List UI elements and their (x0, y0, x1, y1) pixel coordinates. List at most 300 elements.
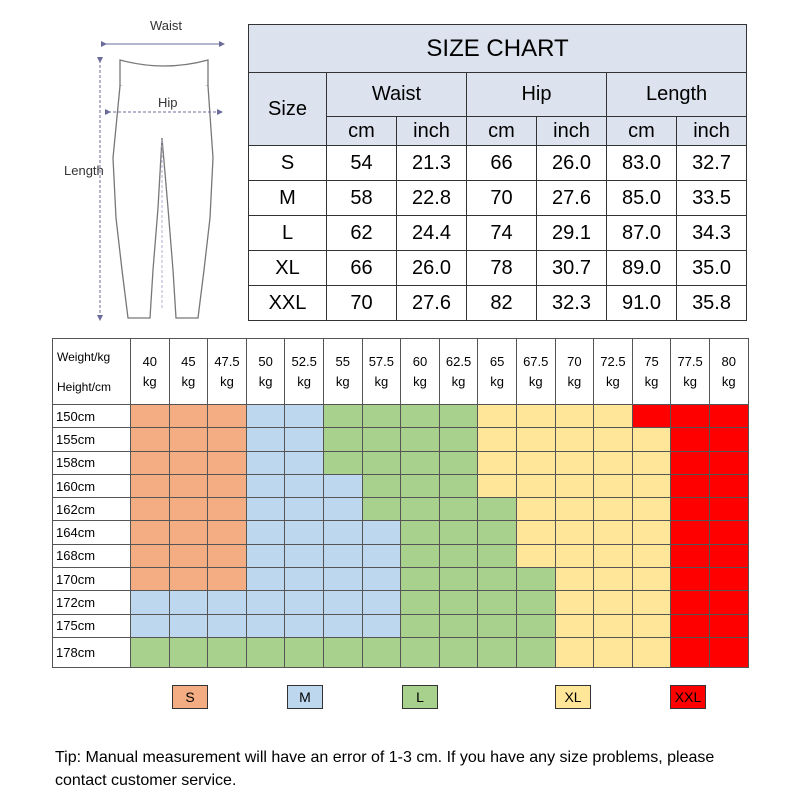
measurement-cell: 33.5 (677, 181, 747, 216)
weight-unit: kg (528, 373, 543, 389)
size-cell-l (401, 568, 440, 591)
size-label: S (249, 146, 327, 181)
size-cell-s (131, 544, 170, 567)
weight-unit: kg (297, 373, 312, 389)
measurement-cell: 87.0 (607, 216, 677, 251)
measurement-cell: 83.0 (607, 146, 677, 181)
size-cell-xl (632, 474, 671, 497)
size-cell-xxl (709, 637, 748, 667)
size-cell-xl (555, 405, 594, 428)
weight-value: 45 (181, 353, 196, 369)
size-cell-xl (516, 498, 555, 521)
weight-header (516, 339, 555, 405)
size-cell-xxl (671, 521, 710, 544)
weight-value: 65 (489, 353, 505, 369)
size-cell-xxl (709, 451, 748, 474)
height-label: 164cm (53, 521, 131, 544)
length-label: Length (64, 163, 104, 178)
size-cell-m (285, 591, 324, 614)
size-cell-l (401, 498, 440, 521)
measurement-cell: 22.8 (397, 181, 467, 216)
table-row (249, 216, 747, 251)
size-cell-xl (594, 591, 633, 614)
grid-corner (53, 339, 131, 405)
size-cell-xl (478, 428, 517, 451)
weight-header (208, 339, 247, 405)
size-cell-xl (555, 614, 594, 637)
weight-unit: kg (258, 373, 273, 389)
measurement-cell: 58 (327, 181, 397, 216)
height-label: 162cm (53, 498, 131, 521)
weight-unit: kg (721, 373, 736, 389)
size-cell-s (208, 451, 247, 474)
size-cell-s (169, 498, 208, 521)
size-cell-xl (594, 428, 633, 451)
size-cell-xxl (671, 591, 710, 614)
size-cell-xxl (632, 405, 671, 428)
size-cell-m (362, 568, 401, 591)
weight-unit: kg (181, 373, 196, 389)
size-cell-l (362, 428, 401, 451)
weight-header (169, 339, 208, 405)
size-cell-xxl (671, 405, 710, 428)
measurement-cell: 34.3 (677, 216, 747, 251)
weight-value: 40 (142, 353, 158, 369)
weight-value: 67.5 (523, 353, 549, 369)
table-row (53, 544, 749, 567)
size-cell-s (169, 521, 208, 544)
size-cell-l (401, 428, 440, 451)
height-label: 175cm (53, 614, 131, 637)
legend-s: S (172, 685, 208, 709)
table-row (53, 614, 749, 637)
size-cell-xl (632, 428, 671, 451)
size-cell-m (246, 521, 285, 544)
size-cell-m (246, 568, 285, 591)
table-row (249, 146, 747, 181)
size-cell-m (285, 498, 324, 521)
size-cell-xl (555, 544, 594, 567)
measurement-cell: 24.4 (397, 216, 467, 251)
size-cell-m (362, 614, 401, 637)
size-cell-xl (632, 568, 671, 591)
table-row (53, 498, 749, 521)
weight-value: 72.5 (600, 353, 626, 369)
weight-unit: kg (644, 373, 659, 389)
weight-header (401, 339, 440, 405)
size-cell-l (401, 637, 440, 667)
size-cell-l (516, 568, 555, 591)
size-cell-s (208, 428, 247, 451)
size-cell-m (285, 428, 324, 451)
weight-value: 55 (335, 353, 350, 369)
size-cell-l (401, 451, 440, 474)
size-cell-l (401, 521, 440, 544)
size-cell-l (323, 637, 362, 667)
waist-label: Waist (150, 18, 183, 33)
size-cell-l (362, 474, 401, 497)
weight-header (632, 339, 671, 405)
size-chart-title: SIZE CHART (249, 25, 747, 73)
measurement-cell: 32.7 (677, 146, 747, 181)
size-cell-m (208, 591, 247, 614)
weight-header (439, 339, 478, 405)
size-cell-xl (555, 521, 594, 544)
size-cell-xxl (709, 521, 748, 544)
table-row (53, 405, 749, 428)
measurement-cell: 26.0 (397, 251, 467, 286)
size-cell-xl (555, 498, 594, 521)
size-cell-m (246, 544, 285, 567)
size-cell-l (478, 521, 517, 544)
size-cell-l (478, 544, 517, 567)
weight-unit: kg (142, 373, 157, 389)
size-label: M (249, 181, 327, 216)
measurement-cell: 85.0 (607, 181, 677, 216)
size-cell-l (439, 614, 478, 637)
table-row (249, 286, 747, 321)
size-cell-l (131, 637, 170, 667)
size-cell-xl (555, 568, 594, 591)
size-cell-xxl (671, 451, 710, 474)
measurement-cell: 66 (327, 251, 397, 286)
size-cell-xl (632, 498, 671, 521)
size-cell-l (323, 405, 362, 428)
size-cell-s (208, 474, 247, 497)
size-cell-xl (516, 428, 555, 451)
size-cell-s (169, 568, 208, 591)
size-cell-s (169, 474, 208, 497)
size-cell-xl (555, 451, 594, 474)
measurement-cell: 29.1 (537, 216, 607, 251)
size-cell-m (169, 614, 208, 637)
size-cell-xl (594, 521, 633, 544)
measurement-cell: 82 (467, 286, 537, 321)
legend-xxl: XXL (670, 685, 706, 709)
size-cell-l (516, 637, 555, 667)
size-cell-m (285, 568, 324, 591)
size-cell-l (401, 474, 440, 497)
size-cell-m (323, 498, 362, 521)
hip-label: Hip (158, 95, 178, 110)
table-row (53, 591, 749, 614)
size-cell-xxl (671, 568, 710, 591)
measurement-cell: 70 (467, 181, 537, 216)
size-cell-m (246, 591, 285, 614)
size-cell-s (208, 568, 247, 591)
weight-height-grid (52, 338, 749, 668)
size-cell-s (169, 428, 208, 451)
height-label: 155cm (53, 428, 131, 451)
unit-header: cm (607, 117, 677, 146)
size-column-header: Size (249, 73, 327, 146)
size-cell-xl (555, 591, 594, 614)
size-cell-xl (516, 474, 555, 497)
table-row (53, 451, 749, 474)
size-cell-l (478, 591, 517, 614)
size-cell-s (131, 451, 170, 474)
weight-unit: kg (683, 373, 697, 389)
size-cell-l (439, 544, 478, 567)
size-cell-m (362, 591, 401, 614)
size-cell-xl (594, 568, 633, 591)
size-cell-xl (594, 451, 633, 474)
size-cell-xl (516, 451, 555, 474)
unit-header: inch (397, 117, 467, 146)
table-row (53, 568, 749, 591)
weight-header (362, 339, 401, 405)
weight-unit: kg (413, 373, 427, 389)
size-cell-xxl (709, 544, 748, 567)
height-label: 170cm (53, 568, 131, 591)
weight-value: 75 (644, 353, 659, 369)
measurement-cell: 30.7 (537, 251, 607, 286)
size-cell-m (285, 521, 324, 544)
size-cell-s (169, 405, 208, 428)
measurement-cell: 74 (467, 216, 537, 251)
measurement-cell: 78 (467, 251, 537, 286)
height-axis-label: Height/cm (57, 379, 112, 394)
size-cell-m (246, 428, 285, 451)
weight-header (131, 339, 170, 405)
weight-header (323, 339, 362, 405)
weight-value: 80 (721, 353, 736, 369)
unit-header: inch (537, 117, 607, 146)
measurement-cell: 35.0 (677, 251, 747, 286)
legend-xl: XL (555, 685, 591, 709)
measurement-cell: 91.0 (607, 286, 677, 321)
weight-unit: kg (567, 373, 582, 389)
waist-group-header: Waist (327, 73, 467, 117)
size-cell-s (169, 451, 208, 474)
size-cell-m (323, 544, 362, 567)
size-cell-m (323, 521, 362, 544)
weight-value: 57.5 (368, 353, 395, 369)
size-cell-l (246, 637, 285, 667)
size-cell-xxl (709, 498, 748, 521)
weight-header (246, 339, 285, 405)
legend-m: M (287, 685, 323, 709)
size-cell-l (362, 405, 401, 428)
size-cell-s (131, 428, 170, 451)
size-cell-xl (478, 474, 517, 497)
size-cell-s (131, 521, 170, 544)
size-cell-l (285, 637, 324, 667)
size-cell-m (362, 544, 401, 567)
size-cell-xl (594, 474, 633, 497)
size-cell-l (323, 428, 362, 451)
size-cell-l (478, 637, 517, 667)
weight-axis-label: Weight/kg (57, 349, 111, 364)
size-cell-m (285, 405, 324, 428)
weight-header (709, 339, 748, 405)
size-cell-s (169, 544, 208, 567)
size-cell-m (246, 451, 285, 474)
measurement-cell: 70 (327, 286, 397, 321)
table-row (53, 428, 749, 451)
length-group-header: Length (607, 73, 747, 117)
tip-text: Tip: Manual measurement will have an error of 1-3 cm. If you have any size problems, please contact customer service. (55, 749, 715, 789)
size-cell-l (401, 591, 440, 614)
height-label: 168cm (53, 544, 131, 567)
weight-header (671, 339, 710, 405)
weight-value: 50 (258, 353, 273, 369)
size-cell-l (362, 498, 401, 521)
size-cell-xl (632, 521, 671, 544)
size-cell-m (362, 521, 401, 544)
size-cell-m (323, 474, 362, 497)
size-cell-l (439, 428, 478, 451)
size-cell-xxl (671, 474, 710, 497)
size-cell-l (169, 637, 208, 667)
size-cell-l (439, 474, 478, 497)
size-cell-m (285, 451, 324, 474)
size-cell-l (439, 498, 478, 521)
size-cell-xxl (671, 637, 710, 667)
size-cell-l (478, 498, 517, 521)
measurement-cell: 32.3 (537, 286, 607, 321)
size-cell-l (208, 637, 247, 667)
size-cell-l (439, 568, 478, 591)
weight-header (555, 339, 594, 405)
size-cell-xl (594, 498, 633, 521)
size-cell-s (208, 498, 247, 521)
size-cell-xl (632, 451, 671, 474)
height-label: 172cm (53, 591, 131, 614)
legend-l: L (402, 685, 438, 709)
unit-header: cm (467, 117, 537, 146)
weight-unit: kg (606, 373, 620, 389)
leggings-figure (58, 8, 248, 330)
measurement-cell: 54 (327, 146, 397, 181)
height-label: 160cm (53, 474, 131, 497)
weight-unit: kg (335, 373, 350, 389)
size-cell-l (516, 614, 555, 637)
size-cell-m (285, 544, 324, 567)
size-cell-l (401, 544, 440, 567)
size-cell-l (439, 591, 478, 614)
size-cell-l (439, 521, 478, 544)
weight-header (594, 339, 633, 405)
measurement-cell: 21.3 (397, 146, 467, 181)
weight-unit: kg (374, 373, 389, 389)
size-cell-l (439, 405, 478, 428)
size-cell-l (362, 637, 401, 667)
size-cell-xl (594, 637, 633, 667)
size-cell-xl (478, 405, 517, 428)
measurement-cell: 27.6 (397, 286, 467, 321)
size-cell-xl (555, 637, 594, 667)
size-cell-m (323, 614, 362, 637)
weight-value: 47.5 (214, 353, 240, 369)
measurement-cell: 27.6 (537, 181, 607, 216)
size-cell-xl (632, 637, 671, 667)
size-cell-l (323, 451, 362, 474)
size-label: L (249, 216, 327, 251)
size-cell-xl (594, 544, 633, 567)
size-cell-xxl (709, 474, 748, 497)
size-label: XXL (249, 286, 327, 321)
measurement-cell: 62 (327, 216, 397, 251)
size-cell-xl (516, 521, 555, 544)
size-cell-l (362, 451, 401, 474)
size-cell-l (439, 637, 478, 667)
weight-unit: kg (490, 373, 504, 389)
table-row (53, 637, 749, 667)
size-cell-xxl (709, 614, 748, 637)
size-cell-xxl (671, 544, 710, 567)
size-cell-s (131, 405, 170, 428)
size-cell-s (131, 568, 170, 591)
size-cell-xl (516, 405, 555, 428)
size-cell-xl (478, 451, 517, 474)
table-row (53, 521, 749, 544)
weight-value: 70 (567, 353, 582, 369)
size-label: XL (249, 251, 327, 286)
size-cell-l (478, 568, 517, 591)
size-cell-xl (594, 405, 633, 428)
size-cell-m (246, 474, 285, 497)
weight-header (478, 339, 517, 405)
weight-value: 77.5 (677, 353, 703, 369)
size-cell-m (246, 405, 285, 428)
size-cell-xl (632, 614, 671, 637)
size-cell-m (323, 591, 362, 614)
size-cell-s (131, 498, 170, 521)
size-cell-s (208, 521, 247, 544)
size-cell-l (401, 405, 440, 428)
measurement-cell: 66 (467, 146, 537, 181)
size-cell-l (439, 451, 478, 474)
size-chart-table (248, 24, 747, 321)
size-cell-m (246, 614, 285, 637)
weight-value: 62.5 (445, 353, 472, 369)
unit-header: cm (327, 117, 397, 146)
size-cell-xxl (709, 591, 748, 614)
size-cell-s (131, 474, 170, 497)
weight-value: 52.5 (291, 353, 317, 369)
size-cell-s (208, 405, 247, 428)
size-cell-xl (594, 614, 633, 637)
size-cell-xxl (709, 405, 748, 428)
size-cell-l (478, 614, 517, 637)
size-cell-xl (555, 474, 594, 497)
table-row (249, 251, 747, 286)
weight-unit: kg (451, 373, 466, 389)
size-cell-xxl (671, 498, 710, 521)
size-cell-m (285, 614, 324, 637)
weight-header (285, 339, 324, 405)
size-cell-m (169, 591, 208, 614)
size-cell-m (323, 568, 362, 591)
size-cell-xxl (709, 428, 748, 451)
size-cell-xxl (671, 614, 710, 637)
weight-unit: kg (220, 373, 234, 389)
height-label: 150cm (53, 405, 131, 428)
measurement-cell: 89.0 (607, 251, 677, 286)
size-cell-xl (555, 428, 594, 451)
size-cell-l (401, 614, 440, 637)
height-label: 178cm (53, 637, 131, 667)
size-cell-m (131, 591, 170, 614)
size-cell-l (516, 591, 555, 614)
size-cell-m (131, 614, 170, 637)
size-cell-s (208, 544, 247, 567)
size-cell-m (208, 614, 247, 637)
size-cell-xl (516, 544, 555, 567)
table-row (249, 181, 747, 216)
hip-group-header: Hip (467, 73, 607, 117)
